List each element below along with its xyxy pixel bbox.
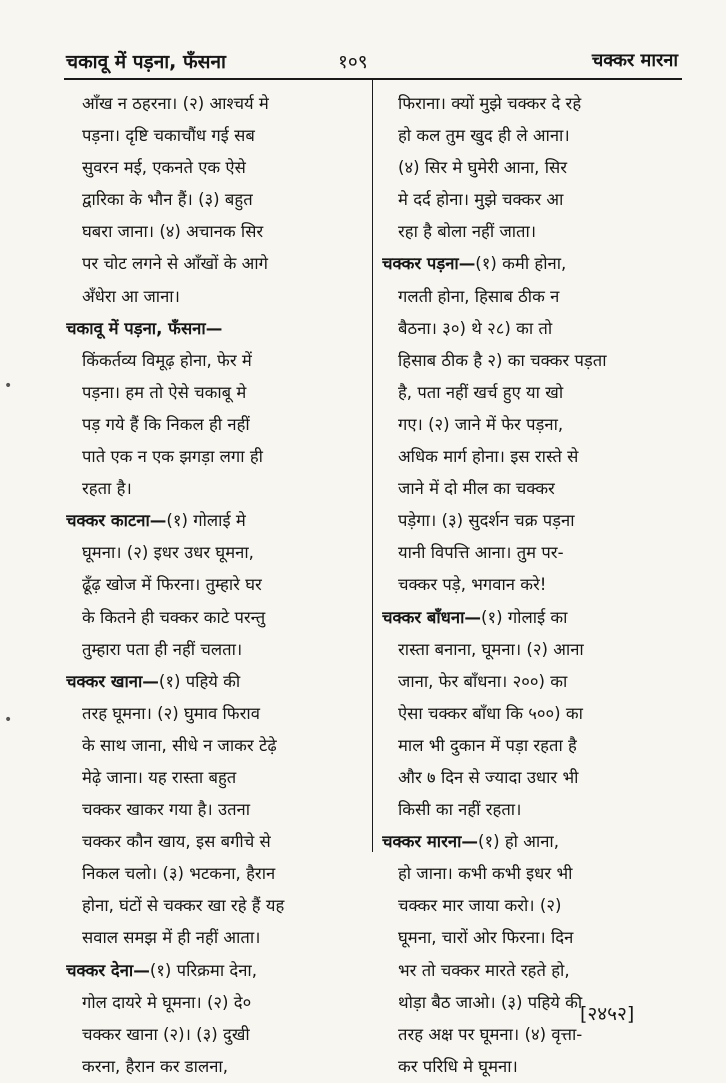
header-left-entry: चकावू में पड़ना, फँसना — [66, 51, 226, 73]
headword: चक्कर काटना— — [66, 511, 167, 531]
text-line — [382, 858, 674, 890]
line-text: गोल दायरे मे घूमना। (२) दे० — [82, 992, 252, 1012]
text-line — [382, 345, 674, 377]
text-line — [382, 762, 674, 794]
margin-mark: • — [4, 378, 13, 394]
text-line — [66, 281, 364, 313]
text-line — [66, 890, 364, 922]
text-line — [382, 184, 674, 216]
line-text: है, पता नहीं खर्च हुए या खो — [398, 382, 564, 402]
text-line — [382, 537, 674, 569]
text-line — [66, 345, 364, 377]
line-text: के साथ जाना, सीधे न जाकर टेढ़े — [82, 735, 277, 755]
text-line — [382, 152, 674, 184]
line-text: हो कल तुम खुद ही ले आना। — [398, 126, 570, 146]
entry-line — [382, 826, 674, 858]
margin-mark: • — [4, 712, 13, 728]
line-text: जाने में दो मील का चक्कर — [398, 479, 555, 499]
text-line — [66, 826, 364, 858]
line-text: रहा है बोला नहीं जाता। — [398, 222, 537, 242]
text-line — [382, 473, 674, 505]
headword: चक्कर खाना— — [66, 671, 159, 691]
line-text: चक्कर खाकर गया है। उतना — [82, 800, 251, 820]
line-text: होना, घंटों से चक्कर खा रहे हैं यह — [82, 896, 285, 916]
header-right-entry: चक्कर मारना — [591, 50, 678, 71]
line-text: पड़ेगा। (३) सुदर्शन चक्र पड़ना — [398, 511, 575, 531]
text-line — [66, 987, 364, 1019]
text-line — [66, 602, 364, 634]
line-text: घूमना, चारों ओर फिरना। दिन — [398, 928, 574, 948]
text-line — [382, 666, 674, 698]
line-text: चक्कर कौन खाय, इस बगीचे से — [82, 832, 271, 852]
footer-page-code: [२४५२] — [580, 1003, 635, 1025]
text-line — [382, 505, 674, 537]
line-text: मेढ़े जाना। यह रास्ता बहुत — [82, 767, 237, 787]
text-line — [66, 569, 364, 601]
line-text: आँख न ठहरना। (२) आश्चर्य मे — [82, 94, 269, 113]
line-text: अँधेरा आ जाना। — [82, 286, 180, 306]
line-text: तरह अक्ष पर घूमना। (४) वृत्ता- — [398, 1024, 583, 1044]
text-line — [382, 890, 674, 922]
text-line — [66, 634, 364, 666]
line-text: निकल चलो। (३) भटकना, हैरान — [82, 864, 276, 884]
line-text: (४) सिर मे घुमेरी आना, सिर — [398, 158, 568, 178]
text-line — [66, 409, 364, 441]
headword: चक्कर देना— — [66, 960, 150, 980]
text-line — [382, 955, 674, 987]
line-text: माल भी दुकान में पड़ा रहता है — [398, 735, 577, 755]
text-line — [382, 730, 674, 762]
text-line — [382, 569, 674, 601]
headword: चक्कर पड़ना— — [382, 254, 476, 274]
text-line — [382, 216, 674, 248]
line-text: पड़ना। हम तो ऐसे चकाबू मे — [82, 382, 247, 402]
line-text: यानी विपत्ति आना। तुम पर- — [398, 543, 564, 563]
line-text: (१) पहिये की — [158, 671, 241, 691]
text-line — [66, 762, 364, 794]
text-line — [382, 409, 674, 441]
line-text: कर परिधि मे घूमना। — [398, 1056, 518, 1076]
line-text: भर तो चक्कर मारते रहते हो, — [398, 960, 570, 980]
line-text: पाते एक न एक झगड़ा लगा ही — [82, 447, 263, 467]
line-text: सुवरन मई, एकनते एक ऐसे — [82, 158, 246, 178]
text-line — [382, 922, 674, 954]
text-line — [382, 313, 674, 345]
line-text: पड़ गये हैं कि निकल ही नहीं — [82, 414, 250, 434]
text-line — [382, 120, 674, 152]
line-text: ऐसा चक्कर बाँधा कि ५००) का — [398, 703, 583, 723]
line-text: हिसाब ठीक है २) का चक्कर पड़ता — [398, 350, 607, 370]
text-line — [382, 634, 674, 666]
line-text: चक्कर खाना (२)। (३) दुखी — [82, 1024, 250, 1044]
line-text: (१) कमी होना, — [475, 254, 567, 274]
text-line — [66, 152, 364, 184]
text-line — [382, 698, 674, 730]
line-text: के कितने ही चक्कर काटे परन्तु — [82, 607, 266, 627]
text-line — [66, 730, 364, 762]
line-text: सवाल समझ में ही नहीं आता। — [82, 928, 261, 948]
text-line — [66, 473, 364, 505]
text-line — [382, 377, 674, 409]
text-line — [66, 248, 364, 280]
text-line — [66, 922, 364, 954]
header-page-number: १०९ — [338, 51, 368, 73]
text-line — [382, 281, 674, 313]
line-text: मे दर्द होना। मुझे चक्कर आ — [398, 190, 564, 210]
text-line — [66, 216, 364, 248]
line-text: (१) गोलाई मे — [166, 511, 246, 531]
line-text: हो जाना। कभी कभी इधर भी — [398, 864, 573, 884]
text-line — [66, 794, 364, 826]
page-header — [66, 48, 678, 78]
line-text: गए। (२) जाने में फेर पड़ना, — [398, 414, 564, 434]
line-text: किसी का नहीं रहता। — [398, 800, 522, 820]
line-text: पर चोट लगने से आँखों के आगे — [82, 254, 268, 274]
text-line — [66, 377, 364, 409]
line-text: पड़ना। दृष्टि चकाचौंध गई सब — [82, 126, 255, 146]
line-text: अधिक मार्ग होना। इस रास्ते से — [398, 447, 579, 467]
line-text: (१) गोलाई का — [480, 607, 568, 627]
text-line — [66, 537, 364, 569]
line-text: तरह घूमना। (२) घुमाव फिराव — [82, 703, 260, 723]
line-text: जाना, फेर बाँधना। २००) का — [398, 671, 568, 691]
text-line — [382, 1051, 674, 1083]
text-line — [66, 858, 364, 890]
line-text: रास्ता बनाना, घूमना। (२) आना — [398, 639, 584, 659]
right-column — [382, 88, 674, 1083]
line-text: घूमना। (२) इधर उधर घूमना, — [82, 543, 254, 563]
header-rule — [64, 78, 682, 80]
line-text: ढूँढ़ खोज में फिरना। तुम्हारे घर — [82, 575, 262, 595]
left-column — [66, 88, 364, 1083]
line-text: फिराना। क्यों मुझे चक्कर दे रहे — [398, 94, 582, 113]
line-text: द्वारिका के भौन हैं। (३) बहुत — [82, 190, 253, 210]
entry-line — [66, 955, 364, 987]
line-text: बैठना। ३०) थे २८) का तो — [398, 318, 553, 338]
line-text: चक्कर पड़े, भगवान करे! — [398, 575, 547, 595]
text-line — [66, 120, 364, 152]
line-text: थोड़ा बैठ जाओ। (३) पहिये की — [398, 992, 583, 1012]
text-line — [66, 441, 364, 473]
text-line — [382, 441, 674, 473]
headword: चक्कर बाँधना— — [382, 607, 481, 627]
entry-line — [382, 602, 674, 634]
entry-line — [66, 313, 364, 345]
line-text: चक्कर मार जाया करो। (२) — [398, 896, 562, 916]
text-line — [382, 88, 674, 120]
line-text: घबरा जाना। (४) अचानक सिर — [82, 222, 264, 242]
column-divider — [372, 80, 373, 852]
text-line — [66, 698, 364, 730]
text-line — [66, 184, 364, 216]
text-line — [66, 1051, 364, 1083]
line-text: गलती होना, हिसाब ठीक न — [398, 286, 560, 306]
text-line — [66, 1019, 364, 1051]
text-line — [66, 88, 364, 120]
headword: चक्कर मारना— — [382, 832, 478, 852]
line-text: (१) परिक्रमा देना, — [149, 960, 258, 980]
entry-line — [382, 248, 674, 280]
line-text: किंकर्तव्य विमूढ़ होना, फेर में — [82, 350, 252, 370]
line-text: और ७ दिन से ज्यादा उधार भी — [398, 767, 579, 787]
text-line — [382, 794, 674, 826]
entry-line — [66, 505, 364, 537]
line-text: तुम्हारा पता ही नहीं चलता। — [82, 639, 243, 659]
line-text: करना, हैरान कर डालना, — [82, 1056, 228, 1076]
headword: चकावू में पड़ना, फँसना— — [66, 318, 223, 338]
entry-line — [66, 666, 364, 698]
line-text: (१) हो आना, — [478, 832, 559, 852]
line-text: रहता है। — [82, 479, 132, 499]
